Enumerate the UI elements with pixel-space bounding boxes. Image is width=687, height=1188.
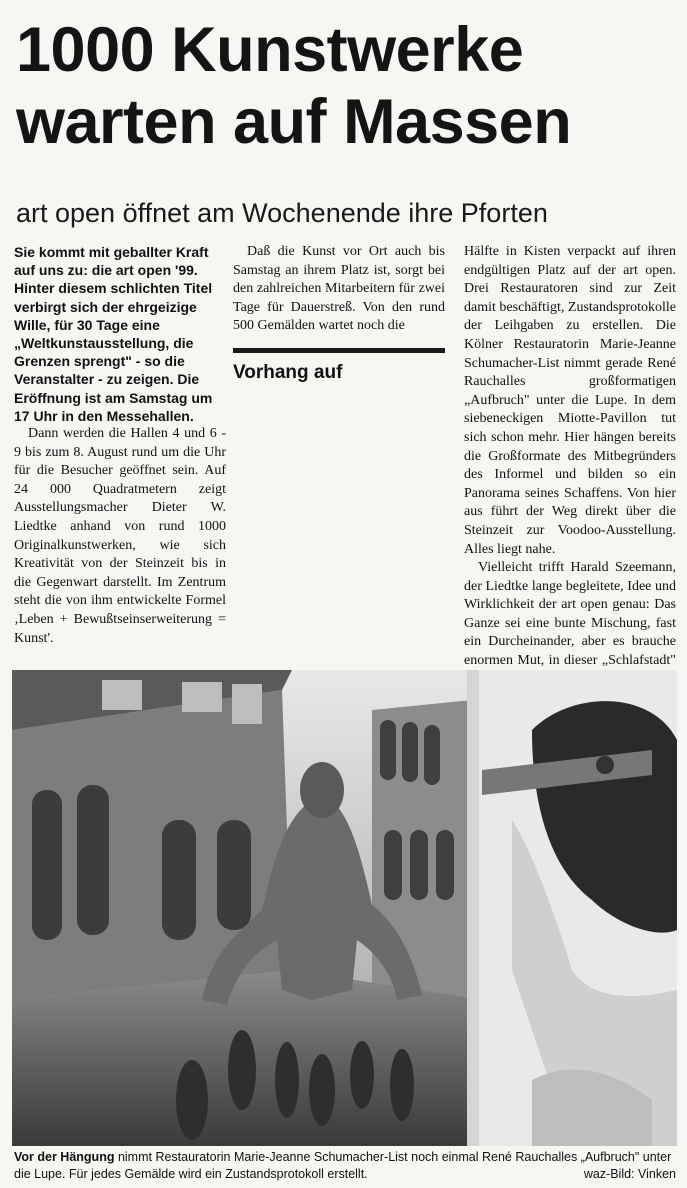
article-photo	[12, 670, 677, 1146]
article-column-2	[233, 243, 445, 395]
article-column-1	[14, 243, 226, 648]
lead-paragraph: Sie kommt mit geballter Kraft auf uns zu: die art open '99. Hinter diesem schlichten Titel verbirgt sich der ehrgeizige Wille, für 30 Tage eine „Weltkunstausstellung, die Grenzen sprengt" - so die Veranstalter - zu zeigen. Die Eröffnung ist am Samstag um 17 Uhr in den Messehallen.	[14, 244, 213, 424]
photo-painting-illustration	[12, 670, 677, 1146]
caption-text: nimmt Restauratorin Marie-Jeanne Schumacher-List noch einmal René Rauchalles „Aufbruch" unter die Lupe. Für jedes Gemälde wird ein Zustandsprotokoll erstellt.	[14, 1150, 672, 1181]
crosshead: Vorhang auf	[233, 361, 343, 383]
body-paragraph-1: Dann werden die Hallen 4 und 6 - 9 bis zum 8. August rund um die Uhr für die Besucher geöffnet sein. Auf 24 000 Quadratmetern zeigt Ausstellungsmacher Dieter W. Liedtke anhand von rund 1000 Originalkunstwerken, wie sich Kreativität von der Steinzeit bis in die Gegenwart darstellt. Im Zentrum steht die von ihm entwickelte Formel ‚Leben + Bewußtseinserweiterung = Kunst'.	[14, 426, 226, 646]
caption-lead: Vor der Hängung	[14, 1150, 115, 1164]
headline-line-1: 1000 Kunstwerke	[16, 15, 524, 85]
photo-caption	[14, 1149, 676, 1182]
body-paragraph-4-text: Vielleicht trifft Harald Szeemann, der Liedtke lange begleitete, Idee und Wirklichkeit der art open genau: Das Ganze sei eine bunte Mischung, fast ein Durcheinander, aber es brauche enormen Mut, in dieser „Schlafstadt"	[464, 560, 676, 669]
headline-line-2: warten auf Massen	[16, 87, 572, 157]
body-paragraph-2: Daß die Kunst vor Ort auch bis Samstag an ihrem Platz ist, sorgt bei den zahlreichen Mitarbeitern für zwei Tage für Dauerstreß. Von den rund 500 Gemälden wartet noch die	[233, 244, 445, 334]
body-paragraph-3: Hälfte in Kisten verpackt auf ihren endgültigen Platz auf der art open. Drei Restauratoren sind zur Zeit damit beschäftigt, Zustandsprotokolle der Leihgaben zu erstellen. Die Kölner Restauratorin Marie-Jeanne Schumacher-List nimmt gerade René Rauchalles großformatigen „Aufbruch" unter die Lupe. In dem siebeneckigen Miotte-Pavillon tut sich schon mehr. Hier hängen bereits die Großformate des Mitbegründers des Informel und bilden so ein Panorama seines Schaffens. Von hier aus führt der Weg direkt über die Steinzeit zur Voodoo-Ausstellung. Alles liegt nahe.	[464, 244, 676, 557]
subheadline: art open öffnet am Wochenende ihre Pforten	[16, 198, 548, 228]
crosshead-rule	[233, 348, 445, 353]
photo-credit: waz-Bild: Vinken	[583, 1166, 676, 1181]
headline	[16, 14, 676, 158]
